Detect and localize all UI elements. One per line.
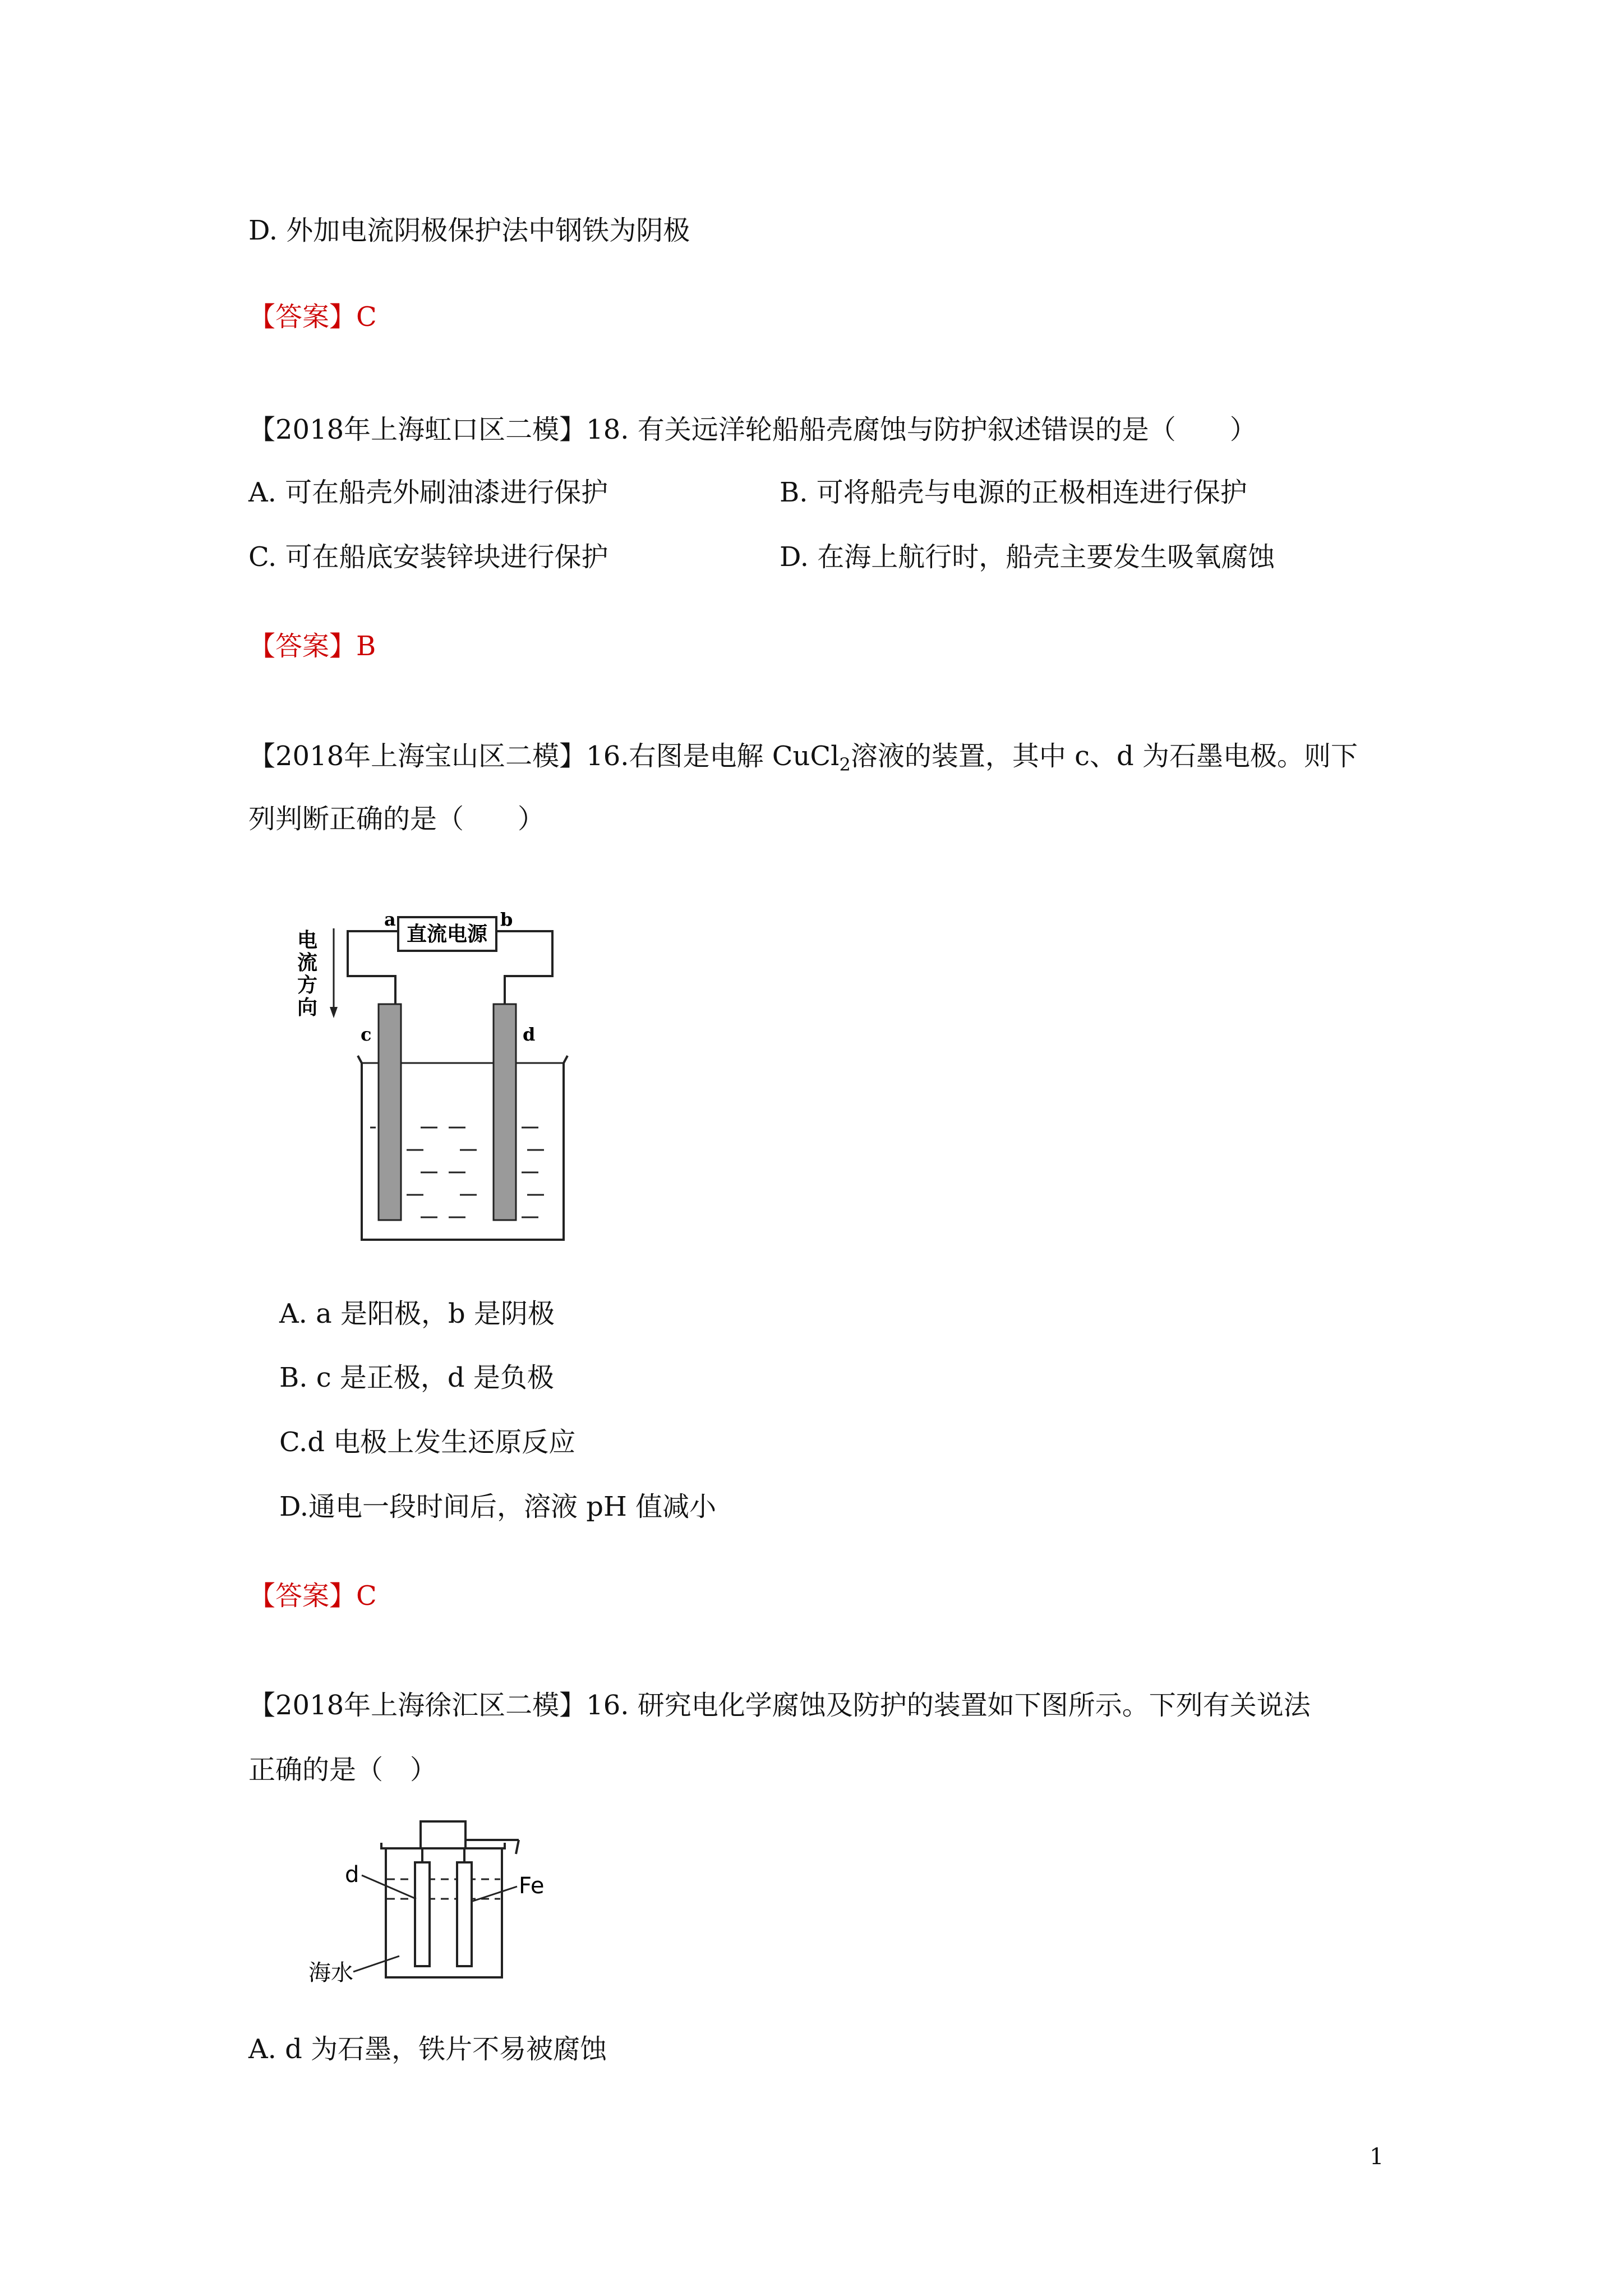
corrosion-figure	[297, 1809, 589, 2000]
beaker-spout-tip	[516, 1840, 519, 1854]
q18-option-c: C. 可在船底安装锌块进行保护	[248, 541, 608, 573]
beaker-body	[386, 1848, 502, 1977]
electrode-d	[494, 1004, 516, 1220]
q16b-stem-line1: 【2018年上海徐汇区二模】16. 研究电化学腐蚀及防护的装置如下图所示。下列有关说法	[248, 1690, 1311, 1721]
label-seawater: 海水	[308, 1960, 353, 1986]
q18-option-d: D. 在海上航行时，船壳主要发生吸氧腐蚀	[780, 541, 1275, 573]
q16b-stem-line2: 正确的是（ ）	[248, 1754, 437, 1786]
q16a-stem-line2: 列判断正确的是（ ）	[248, 803, 545, 835]
q16a-stem-part2: 溶液的装置，其中 c、d 为石墨电极。则下	[850, 740, 1358, 772]
current-arrow-head	[330, 1007, 338, 1018]
terminal-b: b	[500, 909, 513, 930]
electrode-c-label: c	[361, 1024, 372, 1045]
q16a-option-b: B. c 是正极，d 是负极	[279, 1362, 554, 1393]
q16a-option-a: A. a 是阳极，b 是阴极	[279, 1298, 555, 1329]
q16a-option-d: D.通电一段时间后，溶液 pH 值减小	[279, 1491, 717, 1522]
page-number: 1	[1370, 2144, 1384, 2170]
terminal-a: a	[384, 909, 396, 930]
power-source-label: 直流电源	[406, 922, 488, 946]
electrolysis-figure	[292, 903, 583, 1262]
q16a-stem-sub: 2	[839, 754, 851, 775]
wire-right	[496, 931, 552, 1004]
label-fe: Fe	[519, 1873, 545, 1899]
q16a-answer: 【答案】C	[248, 1580, 377, 1612]
label-d: d	[345, 1862, 359, 1888]
electrode-d-label: d	[523, 1024, 536, 1045]
current-dir-2: 流	[297, 951, 318, 974]
current-dir-4: 向	[297, 996, 318, 1019]
q16b-option-a: A. d 为石墨，铁片不易被腐蚀	[248, 2033, 607, 2065]
q18-answer: 【答案】B	[248, 631, 376, 662]
current-dir-3: 方	[297, 973, 318, 997]
electrode-d	[415, 1862, 430, 1966]
q18-option-a: A. 可在船壳外刷油漆进行保护	[248, 477, 608, 508]
electrode-c	[379, 1004, 401, 1220]
prev-option-d: D. 外加电流阴极保护法中钢铁为阴极	[248, 215, 690, 246]
current-dir-1: 电	[297, 928, 318, 952]
connecting-bar	[421, 1821, 465, 1848]
leader-seawater	[353, 1956, 399, 1972]
q16a-stem-line1	[248, 739, 1358, 781]
leader-fe	[471, 1887, 517, 1902]
q16a-option-c: C.d 电极上发生还原反应	[279, 1427, 576, 1458]
q16a-stem-part1: 【2018年上海宝山区二模】16.右图是电解 CuCl	[248, 740, 840, 772]
q18-stem: 【2018年上海虹口区二模】18. 有关远洋轮船船壳腐蚀与防护叙述错误的是（ ）	[248, 414, 1257, 445]
electrode-fe	[457, 1862, 472, 1966]
prev-answer: 【答案】C	[248, 301, 377, 333]
wire-left	[348, 931, 398, 1004]
q18-option-b: B. 可将船壳与电源的正极相连进行保护	[780, 477, 1247, 508]
